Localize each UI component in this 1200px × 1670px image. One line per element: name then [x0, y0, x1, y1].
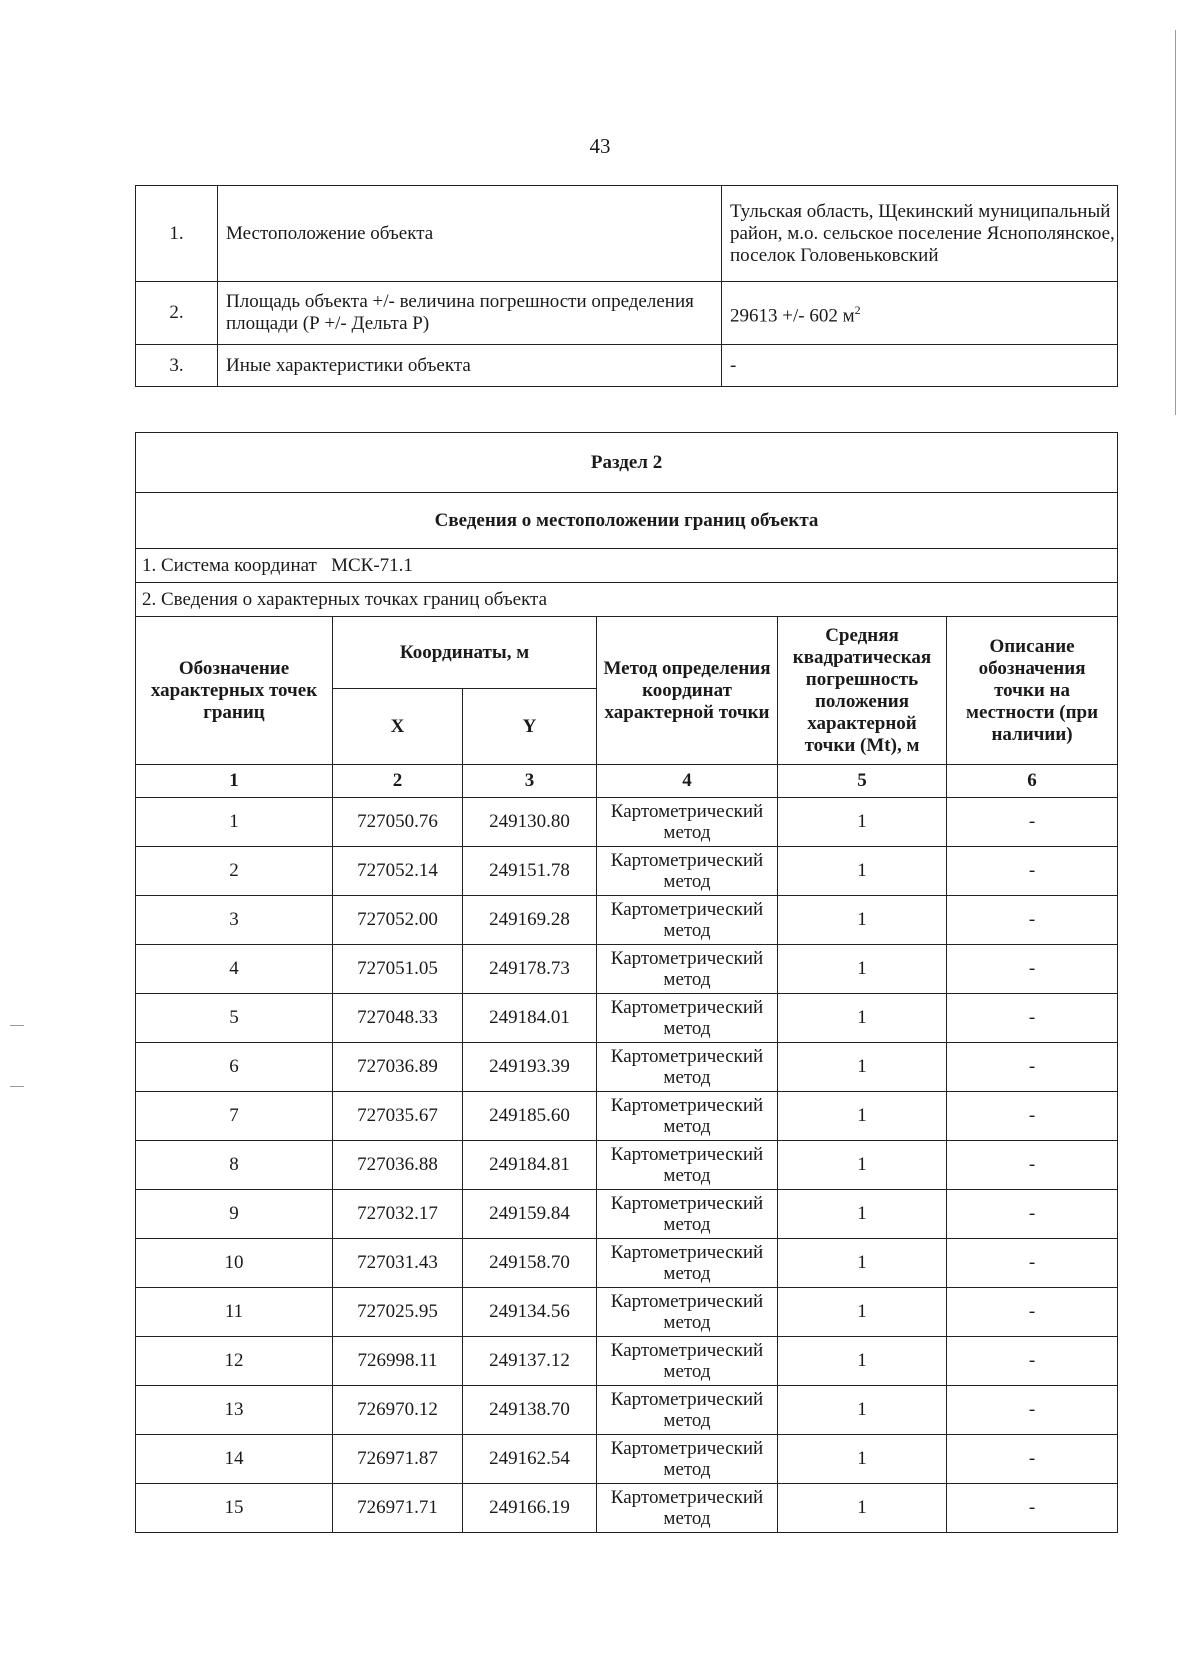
object-info-value-text: -	[730, 354, 737, 376]
coord-y: 249130.80	[463, 798, 597, 847]
description: -	[947, 1386, 1118, 1435]
object-info-table	[135, 185, 1118, 387]
table-row	[136, 847, 1118, 896]
coord-x: 727050.76	[333, 798, 463, 847]
coord-y: 249185.60	[463, 1092, 597, 1141]
mean-error: 1	[778, 945, 947, 994]
method: Картометрический метод	[597, 945, 778, 994]
points-caption: 2. Сведения о характерных точках границ объекта	[136, 583, 1118, 617]
mean-error: 1	[778, 1043, 947, 1092]
method: Картометрический метод	[597, 1043, 778, 1092]
coord-x: 726998.11	[333, 1337, 463, 1386]
coord-y: 249158.70	[463, 1239, 597, 1288]
coord-y: 249138.70	[463, 1386, 597, 1435]
table-row	[136, 1043, 1118, 1092]
coord-y: 249184.81	[463, 1141, 597, 1190]
object-info-value	[722, 186, 1118, 282]
coord-x: 726971.71	[333, 1484, 463, 1533]
point-number: 1	[136, 798, 333, 847]
object-info-number: 3.	[136, 345, 218, 387]
mean-error: 1	[778, 1484, 947, 1533]
mean-error: 1	[778, 1386, 947, 1435]
coord-system: 1. Система координат МСК-71.1	[136, 549, 1118, 583]
column-number: 6	[947, 765, 1118, 798]
description: -	[947, 1435, 1118, 1484]
mean-error: 1	[778, 896, 947, 945]
scan-mark-left-2	[10, 1086, 24, 1087]
point-number: 4	[136, 945, 333, 994]
column-number: 2	[333, 765, 463, 798]
method: Картометрический метод	[597, 1092, 778, 1141]
object-info-row	[136, 282, 1118, 345]
table-row	[136, 945, 1118, 994]
column-number: 4	[597, 765, 778, 798]
point-number: 12	[136, 1337, 333, 1386]
point-number: 11	[136, 1288, 333, 1337]
method: Картометрический метод	[597, 994, 778, 1043]
table-row	[136, 1190, 1118, 1239]
coord-y: 249159.84	[463, 1190, 597, 1239]
method: Картометрический метод	[597, 1141, 778, 1190]
object-info-row	[136, 186, 1118, 282]
mean-error: 1	[778, 847, 947, 896]
object-info-value	[722, 282, 1118, 345]
scan-mark-left-1	[10, 1025, 24, 1026]
point-number: 13	[136, 1386, 333, 1435]
coord-x: 727036.88	[333, 1141, 463, 1190]
mean-error: 1	[778, 1092, 947, 1141]
point-number: 6	[136, 1043, 333, 1092]
table-row	[136, 1141, 1118, 1190]
point-number: 15	[136, 1484, 333, 1533]
object-info-number: 1.	[136, 186, 218, 282]
table-row	[136, 1337, 1118, 1386]
coord-y: 249184.01	[463, 994, 597, 1043]
header-y: Y	[463, 689, 597, 765]
point-number: 10	[136, 1239, 333, 1288]
table-row	[136, 798, 1118, 847]
scan-edge-line	[1175, 30, 1176, 415]
column-number: 3	[463, 765, 597, 798]
description: -	[947, 896, 1118, 945]
header-error: Средняя квадратическая погрешность положения характерной точки (Mt), м	[778, 617, 947, 765]
mean-error: 1	[778, 1288, 947, 1337]
description: -	[947, 798, 1118, 847]
coord-x: 727025.95	[333, 1288, 463, 1337]
mean-error: 1	[778, 1239, 947, 1288]
method: Картометрический метод	[597, 1386, 778, 1435]
description: -	[947, 1092, 1118, 1141]
column-number: 1	[136, 765, 333, 798]
coord-x: 727035.67	[333, 1092, 463, 1141]
coord-x: 727036.89	[333, 1043, 463, 1092]
coord-x: 726971.87	[333, 1435, 463, 1484]
object-info-value-unit-exponent: 2	[854, 302, 861, 317]
description: -	[947, 1043, 1118, 1092]
coord-x: 727032.17	[333, 1190, 463, 1239]
coord-y: 249166.19	[463, 1484, 597, 1533]
page-number: 43	[589, 134, 611, 158]
table-row	[136, 1092, 1118, 1141]
header-method: Метод определения координат характерной точки	[597, 617, 778, 765]
column-number: 5	[778, 765, 947, 798]
method: Картометрический метод	[597, 1190, 778, 1239]
point-number: 7	[136, 1092, 333, 1141]
object-info-row	[136, 345, 1118, 387]
description: -	[947, 1239, 1118, 1288]
coord-y: 249134.56	[463, 1288, 597, 1337]
mean-error: 1	[778, 994, 947, 1043]
coord-y: 249151.78	[463, 847, 597, 896]
coord-y: 249169.28	[463, 896, 597, 945]
coord-y: 249137.12	[463, 1337, 597, 1386]
description: -	[947, 945, 1118, 994]
object-info-label: Местоположение объекта	[218, 186, 722, 282]
object-info-value-text: Тульская область, Щекинский муниципальный район, м.о. сельское поселение Яснополянское, поселок Головеньковский	[730, 200, 1115, 266]
mean-error: 1	[778, 1435, 947, 1484]
description: -	[947, 994, 1118, 1043]
point-number: 5	[136, 994, 333, 1043]
method: Картометрический метод	[597, 1288, 778, 1337]
coord-x: 727052.14	[333, 847, 463, 896]
section-table	[135, 432, 1118, 1533]
coord-x: 727051.05	[333, 945, 463, 994]
header-designation: Обозначение характерных точек границ	[136, 617, 333, 765]
method: Картометрический метод	[597, 1239, 778, 1288]
table-row	[136, 1484, 1118, 1533]
description: -	[947, 1484, 1118, 1533]
object-info-value	[722, 345, 1118, 387]
coord-y: 249193.39	[463, 1043, 597, 1092]
header-x: X	[333, 689, 463, 765]
coord-x: 727031.43	[333, 1239, 463, 1288]
method: Картометрический метод	[597, 1337, 778, 1386]
point-number: 14	[136, 1435, 333, 1484]
description: -	[947, 847, 1118, 896]
point-number: 8	[136, 1141, 333, 1190]
point-number: 9	[136, 1190, 333, 1239]
table-row	[136, 1386, 1118, 1435]
table-row	[136, 1435, 1118, 1484]
object-info-label: Площадь объекта +/- величина погрешности определения площади (Р +/- Дельта Р)	[218, 282, 722, 345]
method: Картометрический метод	[597, 1435, 778, 1484]
point-number: 2	[136, 847, 333, 896]
description: -	[947, 1288, 1118, 1337]
method: Картометрический метод	[597, 1484, 778, 1533]
mean-error: 1	[778, 798, 947, 847]
table-row	[136, 896, 1118, 945]
mean-error: 1	[778, 1337, 947, 1386]
coord-x: 726970.12	[333, 1386, 463, 1435]
object-info-value-text: 29613 +/- 602 м	[730, 305, 855, 327]
method: Картометрический метод	[597, 798, 778, 847]
coord-x: 727052.00	[333, 896, 463, 945]
method: Картометрический метод	[597, 847, 778, 896]
coord-y: 249162.54	[463, 1435, 597, 1484]
header-coordinates: Координаты, м	[333, 617, 597, 689]
header-description: Описание обозначения точки на местности (при наличии)	[947, 617, 1118, 765]
method: Картометрический метод	[597, 896, 778, 945]
table-row	[136, 994, 1118, 1043]
mean-error: 1	[778, 1141, 947, 1190]
coord-x: 727048.33	[333, 994, 463, 1043]
object-info-label: Иные характеристики объекта	[218, 345, 722, 387]
description: -	[947, 1190, 1118, 1239]
point-number: 3	[136, 896, 333, 945]
coord-y: 249178.73	[463, 945, 597, 994]
mean-error: 1	[778, 1190, 947, 1239]
column-number-row	[136, 765, 1118, 798]
table-row	[136, 1239, 1118, 1288]
section-title: Раздел 2	[136, 433, 1118, 493]
description: -	[947, 1337, 1118, 1386]
table-row	[136, 1288, 1118, 1337]
object-info-number: 2.	[136, 282, 218, 345]
section-subtitle: Сведения о местоположении границ объекта	[136, 493, 1118, 549]
description: -	[947, 1141, 1118, 1190]
